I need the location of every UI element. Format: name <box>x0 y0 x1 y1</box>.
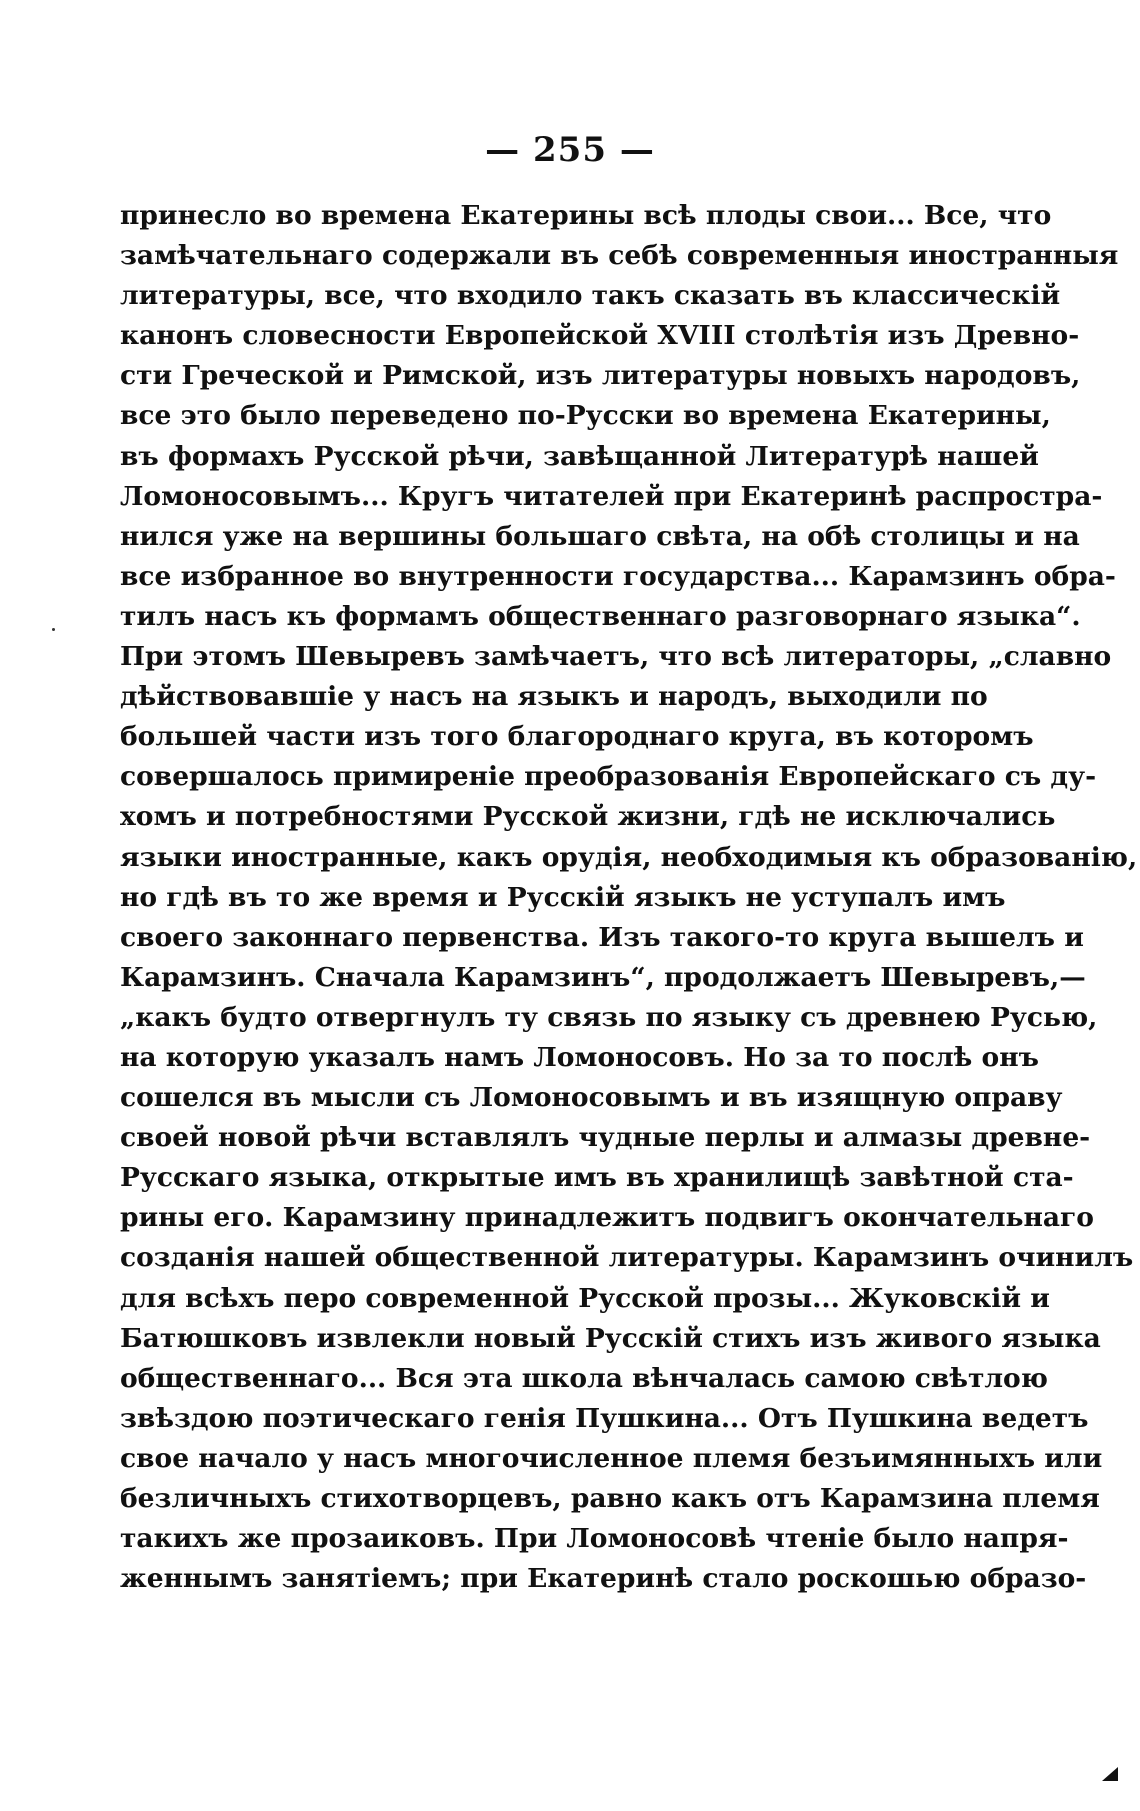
text-line: „какъ будто отвергнулъ ту связь по языку съ древнею Русью, <box>120 1001 1098 1033</box>
text-line: женнымъ занятіемъ; при Екатеринѣ стало роскошью образо- <box>120 1563 1087 1595</box>
text-line: своей новой рѣчи вставлялъ чудные перлы и алмазы древне- <box>120 1122 1091 1154</box>
text-line: совершалось примиреніе преобразованія Европейскаго съ ду- <box>120 761 1097 793</box>
text-line: языки иностранные, какъ орудія, необходимыя къ образованію, <box>120 841 1138 873</box>
text-line: въ формахъ Русской рѣчи, завѣщанной Литературѣ нашей <box>120 440 1039 472</box>
text-line: но гдѣ въ то же время и Русскій языкъ не уступалъ имъ <box>120 881 1006 913</box>
text-line: общественнаго... Вся эта школа вѣнчалась самою свѣтлою <box>120 1362 1048 1394</box>
text-line: такихъ же прозаиковъ. При Ломоносовѣ чтеніе было напря- <box>120 1523 1069 1555</box>
page-number: — 255 — <box>485 130 655 170</box>
text-line: все избранное во внутренности государства... Карамзинъ обра- <box>120 560 1116 592</box>
text-line: своего законнаго первенства. Изъ такого-то круга вышелъ и <box>120 921 1084 953</box>
text-line: Русскаго языка, открытые имъ въ хранилищѣ завѣтной ста- <box>120 1162 1074 1194</box>
text-line: звѣздою поэтическаго генія Пушкина... Отъ Пушкина ведетъ <box>120 1402 1089 1434</box>
text-line: литературы, все, что входило такъ сказать въ классическій <box>120 280 1061 312</box>
text-line: для всѣхъ перо современной Русской прозы... Жуковскій и <box>120 1282 1050 1314</box>
text-line: принесло во времена Екатерины всѣ плоды свои... Все, что <box>120 200 1052 231</box>
text-line: сти Греческой и Римской, изъ литературы новыхъ народовъ, <box>120 360 1081 392</box>
body-text <box>120 196 1138 1599</box>
text-line: Карамзинъ. Сначала Карамзинъ“, продолжаетъ Шевыревъ,— <box>120 961 1086 993</box>
margin-speck <box>52 628 55 631</box>
text-line: канонъ словесности Европейской XVIII столѣтія изъ Древно- <box>120 320 1080 352</box>
text-line: Батюшковъ извлекли новый Русскій стихъ изъ живого языка <box>120 1322 1101 1354</box>
text-line: замѣчательнаго содержали въ себѣ современныя иностранныя <box>120 240 1119 272</box>
text-line: безличныхъ стихотворцевъ, равно какъ отъ Карамзина племя <box>120 1483 1100 1514</box>
corner-mark-icon <box>1102 1767 1118 1781</box>
text-line: нился уже на вершины большаго свѣта, на обѣ столицы и на <box>120 520 1080 552</box>
text-line: рины его. Карамзину принадлежитъ подвигъ окончательнаго <box>120 1202 1094 1234</box>
text-line: Ломоносовымъ... Кругъ читателей при Екатеринѣ распростра- <box>120 480 1103 512</box>
text-line: хомъ и потребностями Русской жизни, гдѣ не исключались <box>120 801 1056 833</box>
text-line: созданія нашей общественной литературы. Карамзинъ очинилъ <box>120 1242 1134 1274</box>
text-line: При этомъ Шевыревъ замѣчаетъ, что всѣ литераторы, „славно <box>120 641 1112 673</box>
text-line: на которую указалъ намъ Ломоносовъ. Но за то послѣ онъ <box>120 1041 1039 1073</box>
text-line: свое начало у насъ многочисленное племя безъимянныхъ или <box>120 1442 1103 1474</box>
text-line: дѣйствовавшіе у насъ на языкъ и народъ, выходили по <box>120 681 988 713</box>
text-line: все это было переведено по-Русски во времена Екатерины, <box>120 400 1051 432</box>
text-line: большей части изъ того благороднаго круга, въ которомъ <box>120 721 1034 753</box>
text-line: сошелся въ мысли съ Ломоносовымъ и въ изящную оправу <box>120 1082 1063 1114</box>
text-line: тилъ насъ къ формамъ общественнаго разговорнаго языка“. <box>120 600 1081 632</box>
